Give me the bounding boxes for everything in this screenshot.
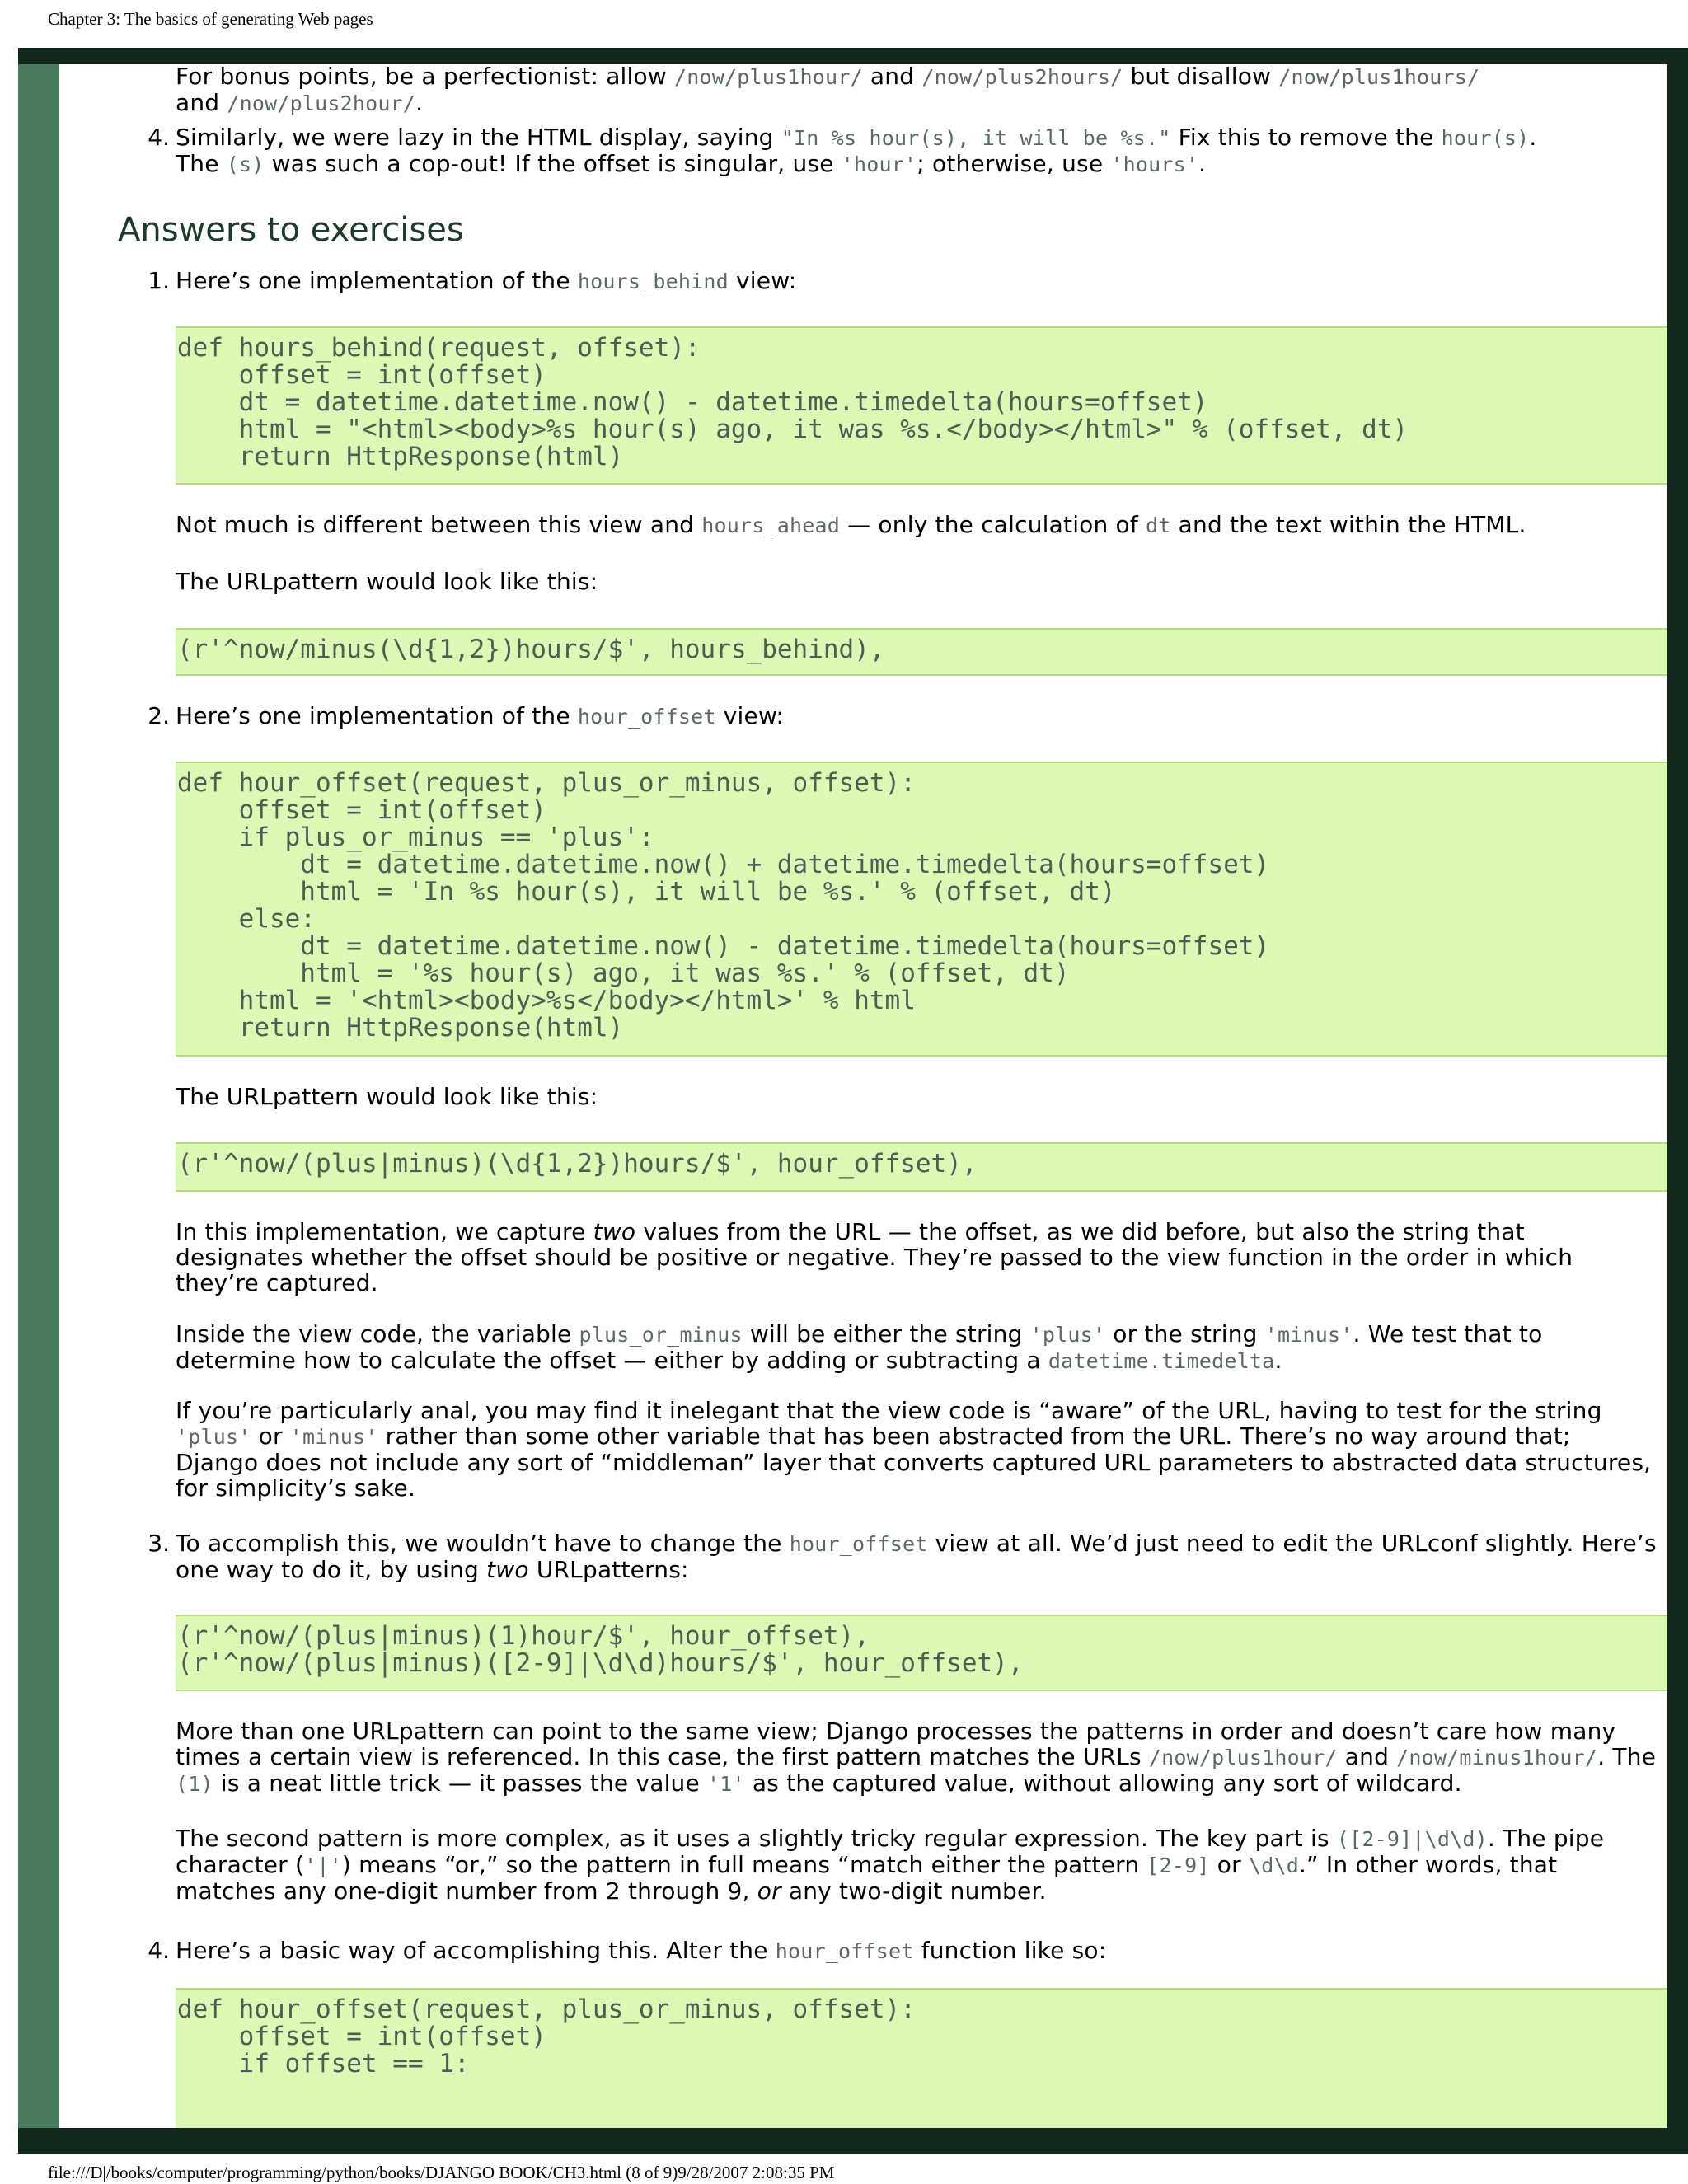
list-number: 3. [148,1530,170,1557]
inline-code: 'hour' [841,152,917,176]
text: or [251,1422,290,1450]
inline-code: '1' [707,1772,745,1796]
text: The [176,150,227,177]
text: In this implementation, we capture [176,1218,593,1245]
inline-code: (1) [176,1772,213,1796]
text: Here’s one implementation of the [176,267,578,294]
answer-3-intro [176,1530,1659,1582]
inline-code: /now/plus1hour/ [674,65,863,89]
text: Inside the view code, the variable [176,1320,579,1347]
text: . [1198,150,1207,177]
left-rail [18,64,59,2128]
text: any two-digit number. [781,1877,1047,1905]
text: view: [715,702,785,729]
inline-code: 'minus' [1264,1323,1353,1347]
inline-code: 'plus' [1029,1323,1106,1347]
text: If you’re particularly anal, you may find it inelegant that the view code is “aware” of the URL, having to test for the string [176,1397,1602,1424]
inline-code: /now/plus2hour/ [227,91,416,115]
text: was such a cop-out! If the offset is singular, use [264,150,842,177]
text: view at all. We’d just need to edit the URLconf slightly. Here’s one way to do it, by using [176,1530,1657,1583]
text: — only the calculation of [840,511,1146,538]
text: and [176,89,227,116]
inline-code: 'minus' [289,1425,378,1449]
text: Not much is different between this view and [176,511,702,538]
code-block-url-minus: (r'^now/minus(\d{1,2})hours/$', hours_behind), [176,628,1667,676]
inline-code: hour(s) [1441,126,1530,150]
text: ; otherwise, use [917,150,1111,177]
inline-code: /now/minus1hour/ [1396,1746,1598,1769]
code-block-hour-offset: def hour_offset(request, plus_or_minus, offset): offset = int(offset) if plus_or_minus == 'plus': dt = datetime.datetime.now() + datetime.timedelta(hours=offset) html = 'In %s hour(s), it will be %s.' % (offset, dt) else: dt = datetime.datetime.now() - datetime.timedelta(hours=offset) html = '%s hour(s) ago, it was %s.' % (offset, dt) html = '<html><body>%s</body></html>' % html return HttpResponse(html) [176,762,1667,1057]
answer-1-urlpattern-label: The URLpattern would look like this: [176,568,598,595]
answer-4-intro [176,1938,1659,1964]
inline-code: 'plus' [176,1425,251,1449]
inline-code: 'hours' [1110,152,1199,176]
inline-code: /now/plus1hour/ [1148,1746,1338,1769]
text: but disallow [1123,64,1279,90]
answer-1-paragraph [176,512,1659,538]
text: or [1209,1851,1249,1878]
document-body [59,64,1667,2128]
inline-code: dt [1146,513,1171,537]
answer-2-intro [176,703,1659,729]
text: The second pattern is more complex, as it uses a slightly tricky regular expression. The key part is [176,1825,1337,1852]
inline-code: /now/plus1hours/ [1278,65,1480,89]
text: or the string [1105,1320,1265,1347]
text: To accomplish this, we wouldn’t have to change the [176,1530,790,1557]
text: and [1337,1743,1397,1770]
inline-code: hour_offset [577,705,716,729]
emphasis: two [486,1556,529,1583]
text: . [1274,1347,1282,1374]
emphasis: or [757,1877,781,1905]
answer-3-paragraph-patterns [176,1718,1659,1797]
code-block-two-urlpatterns: (r'^now/(plus|minus)(1)hour/$', hour_offset), (r'^now/(plus|minus)([2-9]|\d\d)hours/$', hour_offset), [176,1615,1667,1691]
list-number: 2. [148,702,170,729]
inline-code: \d\d [1248,1854,1299,1877]
text: Here’s a basic way of accomplishing this. Alter the [176,1937,776,1964]
text: URLpatterns: [528,1556,689,1583]
answer-3-paragraph-regex [176,1825,1659,1904]
answer-2-urlpattern-label: The URLpattern would look like this: [176,1083,598,1110]
text: .” In other words, that matches any one-digit number from 2 through 9, [176,1851,1558,1905]
code-block-hour-offset-singular: def hour_offset(request, plus_or_minus, offset): offset = int(offset) if offset == 1: [176,1988,1667,2128]
inline-code: hour_offset [789,1532,928,1556]
text: as the captured value, without allowing any sort of wildcard. [744,1769,1462,1797]
text: and [862,64,922,90]
inline-code: plus_or_minus [579,1323,743,1347]
text: . We test that to determine how to calculate the offset — either by adding or subtracting a [176,1320,1543,1374]
exercise-4-paragraph [176,124,1659,177]
inline-code: ([2-9]|\d\d) [1336,1827,1488,1851]
code-block-hours-behind: def hours_behind(request, offset): offset = int(offset) dt = datetime.datetime.now() - datetime.timedelta(hours=offset) html = "<html><body>%s hour(s) ago, it was %s.</body></html>" % (offset, dt) return HttpResponse(html) [176,326,1667,485]
text: values from the URL — the offset, as we did before, but also the string that designates whether the offset should be positive or negative. They’re passed to the view function in the order in which they’re captured. [176,1218,1573,1296]
answer-2-paragraph-anal [176,1398,1659,1501]
answer-2-paragraph-variable [176,1321,1659,1374]
text: . [1529,124,1537,151]
inline-code: '|' [304,1854,342,1877]
text: Fix this to remove the [1170,124,1442,151]
inline-code: (s) [226,152,265,176]
text: Similarly, we were lazy in the HTML display, saying [176,124,781,151]
section-heading: Answers to exercises [118,211,464,249]
inline-code: datetime.timedelta [1048,1349,1275,1373]
list-number: 1. [148,267,170,294]
text: and the text within the HTML. [1170,511,1526,538]
text: will be either the string [742,1320,1030,1347]
text: . The pipe character ( [176,1825,1605,1878]
text: . The [1597,1743,1657,1770]
page-header: Chapter 3: The basics of generating Web pages [48,9,373,29]
inline-code: hours_ahead [701,513,841,537]
inline-code: [2-9] [1146,1854,1210,1877]
code-block-url-plus-minus: (r'^now/(plus|minus)(\d{1,2})hours/$', hour_offset), [176,1142,1667,1192]
text: view: [728,267,797,294]
text: . [415,89,424,116]
answer-1-intro [176,268,1659,294]
text: function like so: [913,1937,1107,1964]
page-footer: file:///D|/books/computer/programming/python/books/DJANGO BOOK/CH3.html (8 of 9)9/28/2007 2:08:35 PM [48,2163,835,2182]
inline-code: hour_offset [775,1939,914,1963]
text: More than one URLpattern can point to the same view; Django processes the patterns in order and doesn’t care how many times a certain view is referenced. In this case, the first pattern matches the URLs [176,1718,1616,1770]
emphasis: two [593,1218,636,1245]
text: For bonus points, be a perfectionist: allow [176,64,675,90]
answer-2-paragraph-capture [176,1219,1659,1296]
text: ) means “or,” so the pattern in full means “match either the pattern [341,1851,1147,1878]
text: Here’s one implementation of the [176,702,578,729]
text: is a neat little trick — it passes the value [213,1769,708,1797]
intro-bonus-paragraph [176,64,1659,116]
list-number: 4. [148,1937,170,1964]
inline-code: "In %s hour(s), it will be %s." [781,126,1171,150]
inline-code: /now/plus2hours/ [921,65,1123,89]
text: rather than some other variable that has been abstracted from the URL. There’s no way around that; Django does not include any sort of “middleman” layer that converts captured URL parameters to abstracted data structures, for simplicity’s sake. [176,1422,1652,1502]
inline-code: hours_behind [577,269,729,293]
list-number: 4. [148,124,170,151]
